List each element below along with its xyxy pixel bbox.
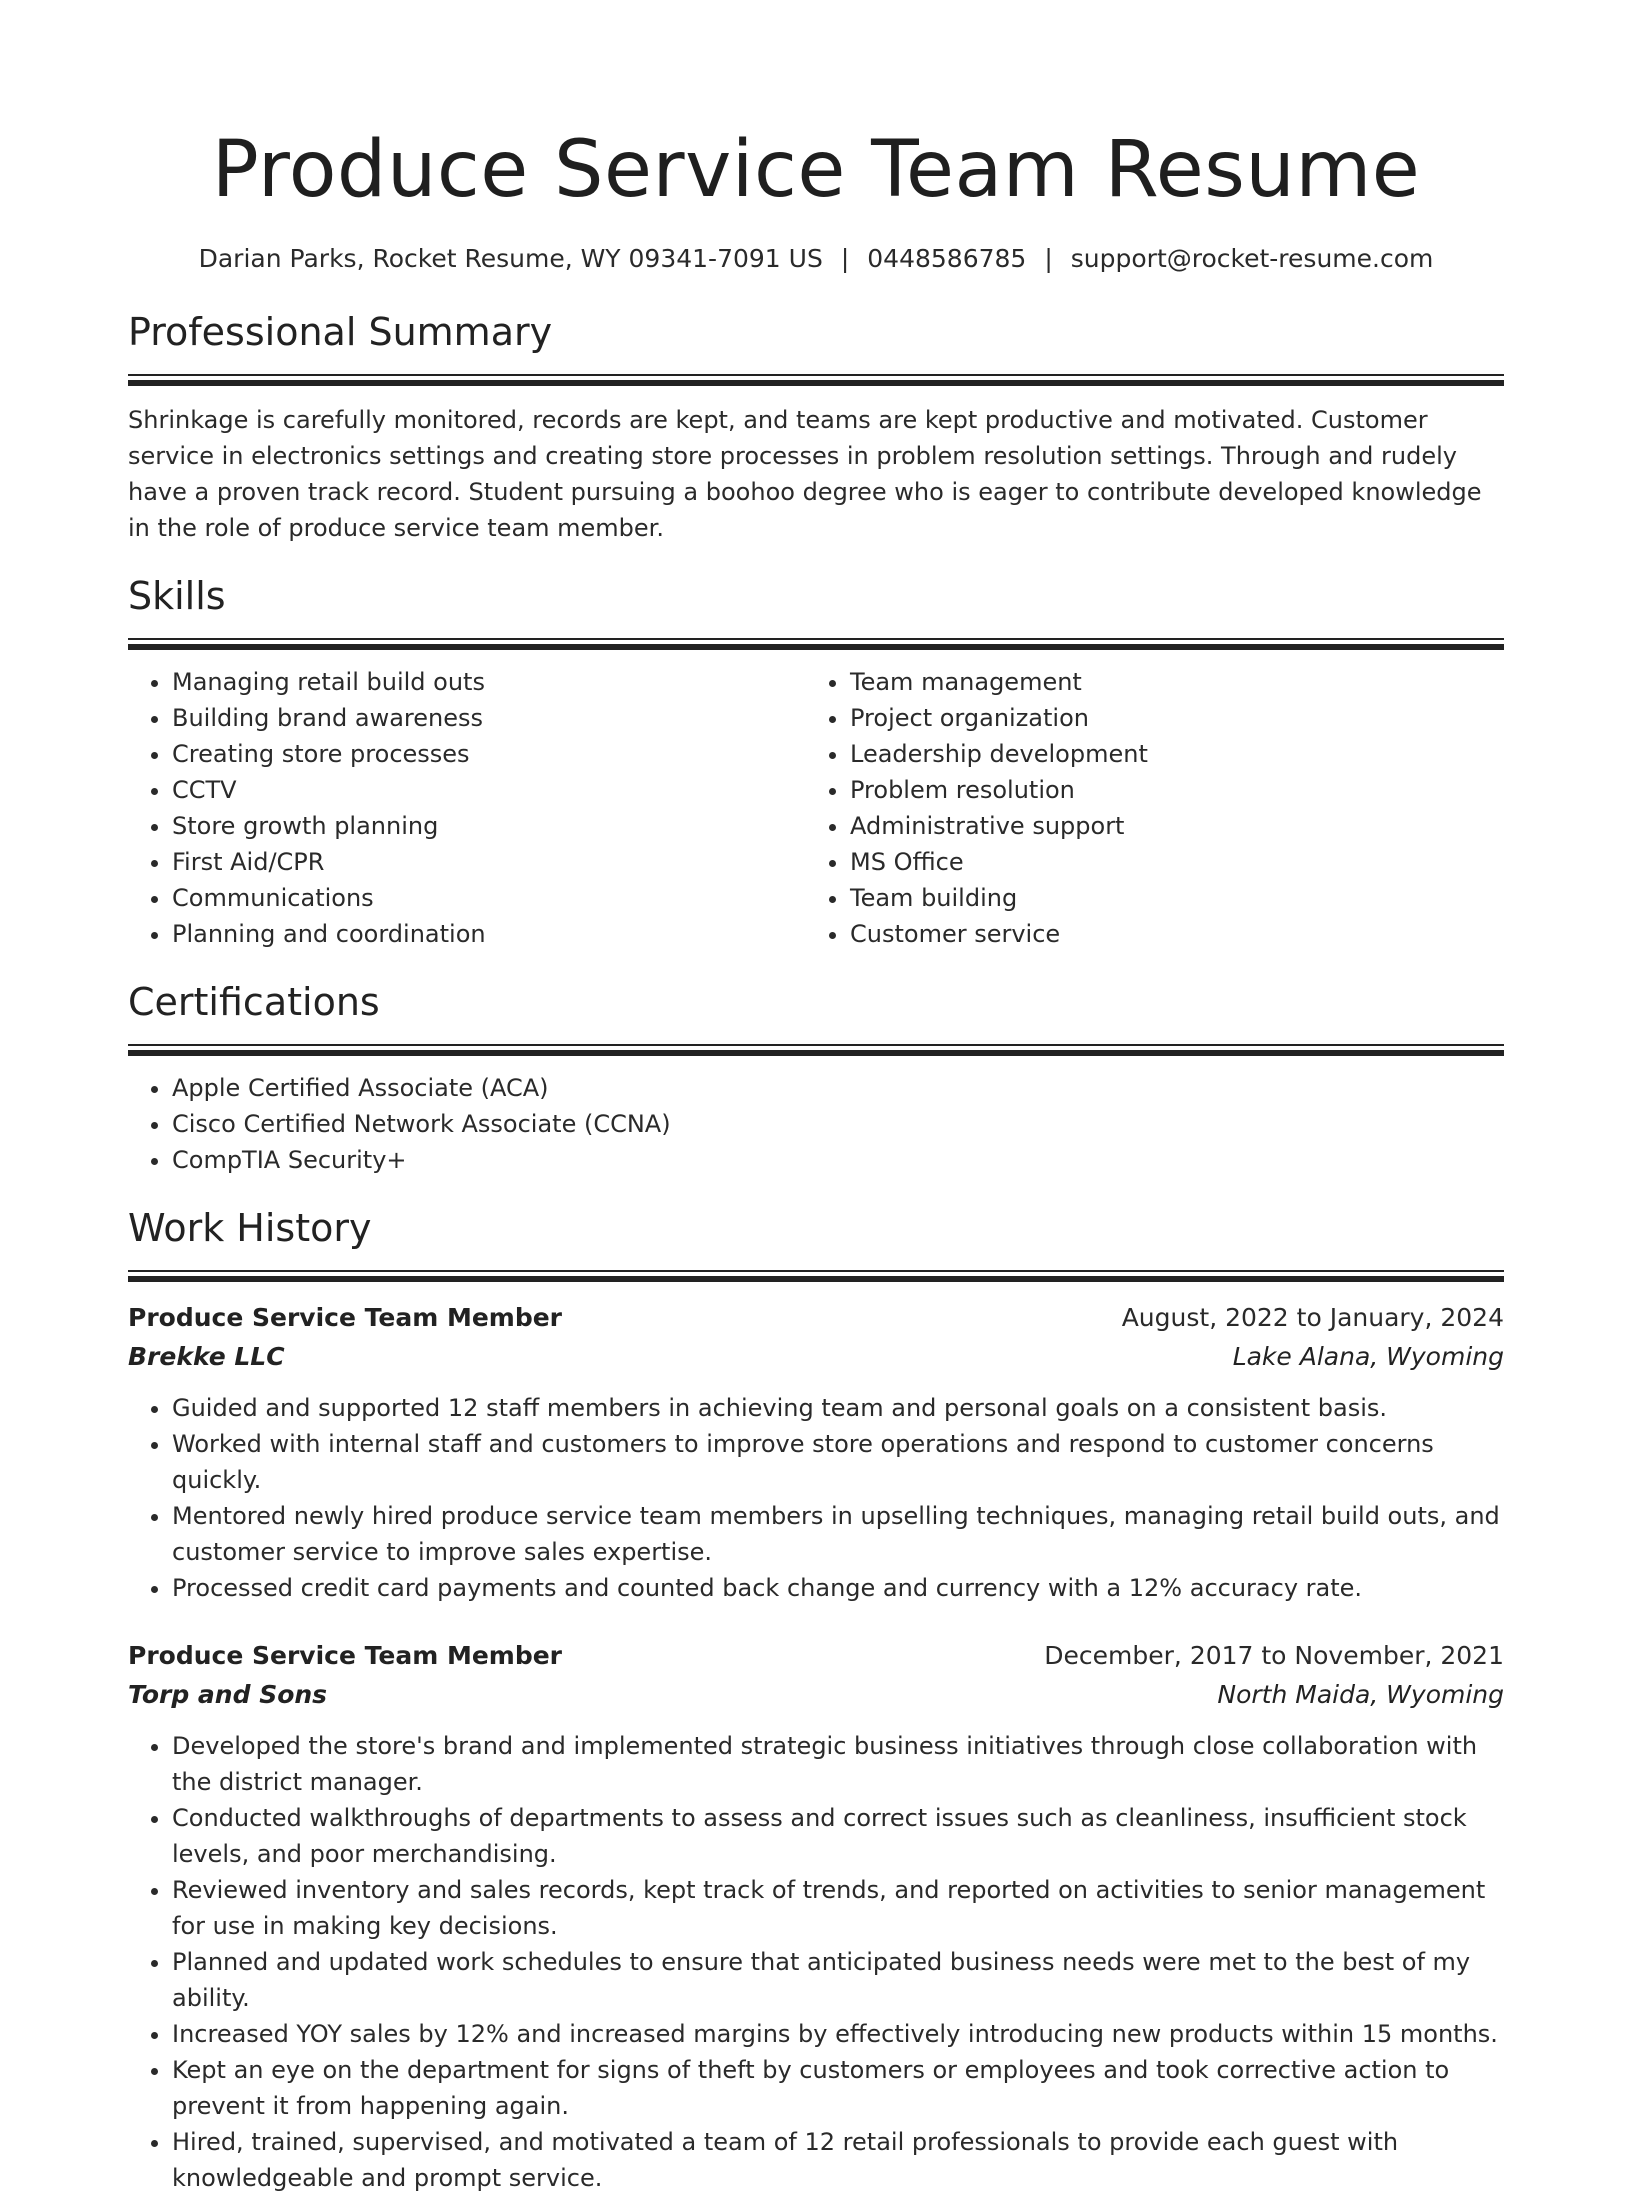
job-dates: August, 2022 to January, 2024	[1121, 1303, 1504, 1332]
contact-address: Darian Parks, Rocket Resume, WY 09341-7091 US	[198, 244, 823, 273]
section-divider	[128, 374, 1504, 386]
skills-column-right	[806, 664, 1484, 952]
resume-title: Produce Service Team Resume	[211, 125, 1421, 215]
certifications-section	[128, 978, 1504, 1178]
skills-column-left	[128, 664, 806, 952]
skill-item: • Planning and coordination	[172, 916, 806, 952]
job-bullet: • Mentored newly hired produce service team members in upselling techniques, managing retail build outs, and customer service to improve sales expertise.	[172, 1498, 1504, 1570]
skill-item: • Project organization	[850, 700, 1484, 736]
job-bullet: • Hired, trained, supervised, and motivated a team of 12 retail professionals to provide each guest with knowledgeable and prompt service.	[172, 2124, 1504, 2196]
job-title: Produce Service Team Member	[128, 1303, 563, 1332]
work-history-section	[128, 1204, 1504, 2196]
skill-item: • Managing retail build outs	[172, 664, 806, 700]
skills-heading: Skills	[128, 574, 226, 618]
job-location: Lake Alana, Wyoming	[1232, 1342, 1504, 1371]
job-bullet: • Kept an eye on the department for signs of theft by customers or employees and took corrective action to prevent it from happening again.	[172, 2052, 1504, 2124]
skills-columns	[128, 664, 1504, 952]
job-bullet: • Guided and supported 12 staff members in achieving team and personal goals on a consistent basis.	[172, 1390, 1504, 1426]
job-title: Produce Service Team Member	[128, 1641, 563, 1670]
skill-item: • CCTV	[172, 772, 806, 808]
contact-line	[128, 242, 1504, 276]
contact-separator: |	[1044, 244, 1053, 273]
job-bullet: • Reviewed inventory and sales records, kept track of trends, and reported on activities to senior management for use in making key decisions.	[172, 1872, 1504, 1944]
certifications-list	[128, 1070, 1504, 1178]
skills-section	[128, 572, 1504, 952]
job-header-row	[128, 1636, 1504, 1675]
skill-item: • Customer service	[850, 916, 1484, 952]
job-bullet: • Conducted walkthroughs of departments to assess and correct issues such as cleanliness, insufficient stock levels, and poor merchandising.	[172, 1800, 1504, 1872]
section-divider	[128, 1270, 1504, 1282]
job-bullets	[128, 1728, 1504, 2196]
job-bullets	[128, 1390, 1504, 1606]
contact-phone: 0448586785	[867, 244, 1027, 273]
contact-email: support@rocket-resume.com	[1070, 244, 1434, 273]
job-subheader-row	[128, 1337, 1504, 1376]
job-header-row	[128, 1298, 1504, 1337]
work-history-heading: Work History	[128, 1206, 372, 1250]
skill-item: • Team building	[850, 880, 1484, 916]
job-location: North Maida, Wyoming	[1217, 1680, 1504, 1709]
skill-item: • First Aid/CPR	[172, 844, 806, 880]
skills-list-left	[128, 664, 806, 952]
skills-list-right	[806, 664, 1484, 952]
summary-section	[128, 308, 1504, 546]
skill-item: • Communications	[172, 880, 806, 916]
job-entry	[128, 1298, 1504, 1606]
job-company: Brekke LLC	[128, 1342, 285, 1371]
summary-heading: Professional Summary	[128, 310, 553, 354]
job-dates: December, 2017 to November, 2021	[1044, 1641, 1504, 1670]
summary-text: Shrinkage is carefully monitored, records are kept, and teams are kept productive and motivated. Customer service in electronics settings and creating store processes in problem resolution settings. Through and rudely have a proven track record. Student pursuing a boohoo degree who is eager to contribute developed knowledge in the role of produce service team member.	[128, 406, 1482, 542]
section-divider	[128, 1044, 1504, 1056]
job-entry	[128, 1636, 1504, 2196]
contact-separator: |	[840, 244, 850, 273]
job-company: Torp and Sons	[128, 1680, 328, 1709]
job-subheader-row	[128, 1675, 1504, 1714]
skill-item: • Building brand awareness	[172, 700, 806, 736]
skill-item: • Store growth planning	[172, 808, 806, 844]
section-divider	[128, 638, 1504, 650]
skill-item: • Team management	[850, 664, 1484, 700]
certification-item: • Apple Certified Associate (ACA)	[172, 1070, 1504, 1106]
certification-item: • CompTIA Security+	[172, 1142, 1504, 1178]
certification-item: • Cisco Certified Network Associate (CCNA)	[172, 1106, 1504, 1142]
skill-item: • Leadership development	[850, 736, 1484, 772]
skill-item: • Problem resolution	[850, 772, 1484, 808]
job-bullet: • Worked with internal staff and customers to improve store operations and respond to customer concerns quickly.	[172, 1426, 1504, 1498]
skill-item: • MS Office	[850, 844, 1484, 880]
resume-page	[128, 0, 1504, 2196]
skill-item: • Administrative support	[850, 808, 1484, 844]
job-bullet: • Planned and updated work schedules to ensure that anticipated business needs were met to the best of my ability.	[172, 1944, 1504, 2016]
job-bullet: • Developed the store's brand and implemented strategic business initiatives through close collaboration with the district manager.	[172, 1728, 1504, 1800]
certifications-heading: Certifications	[128, 980, 380, 1024]
job-bullet: • Processed credit card payments and counted back change and currency with a 12% accuracy rate.	[172, 1570, 1504, 1606]
job-bullet: • Increased YOY sales by 12% and increased margins by effectively introducing new products within 15 months.	[172, 2016, 1504, 2052]
skill-item: • Creating store processes	[172, 736, 806, 772]
